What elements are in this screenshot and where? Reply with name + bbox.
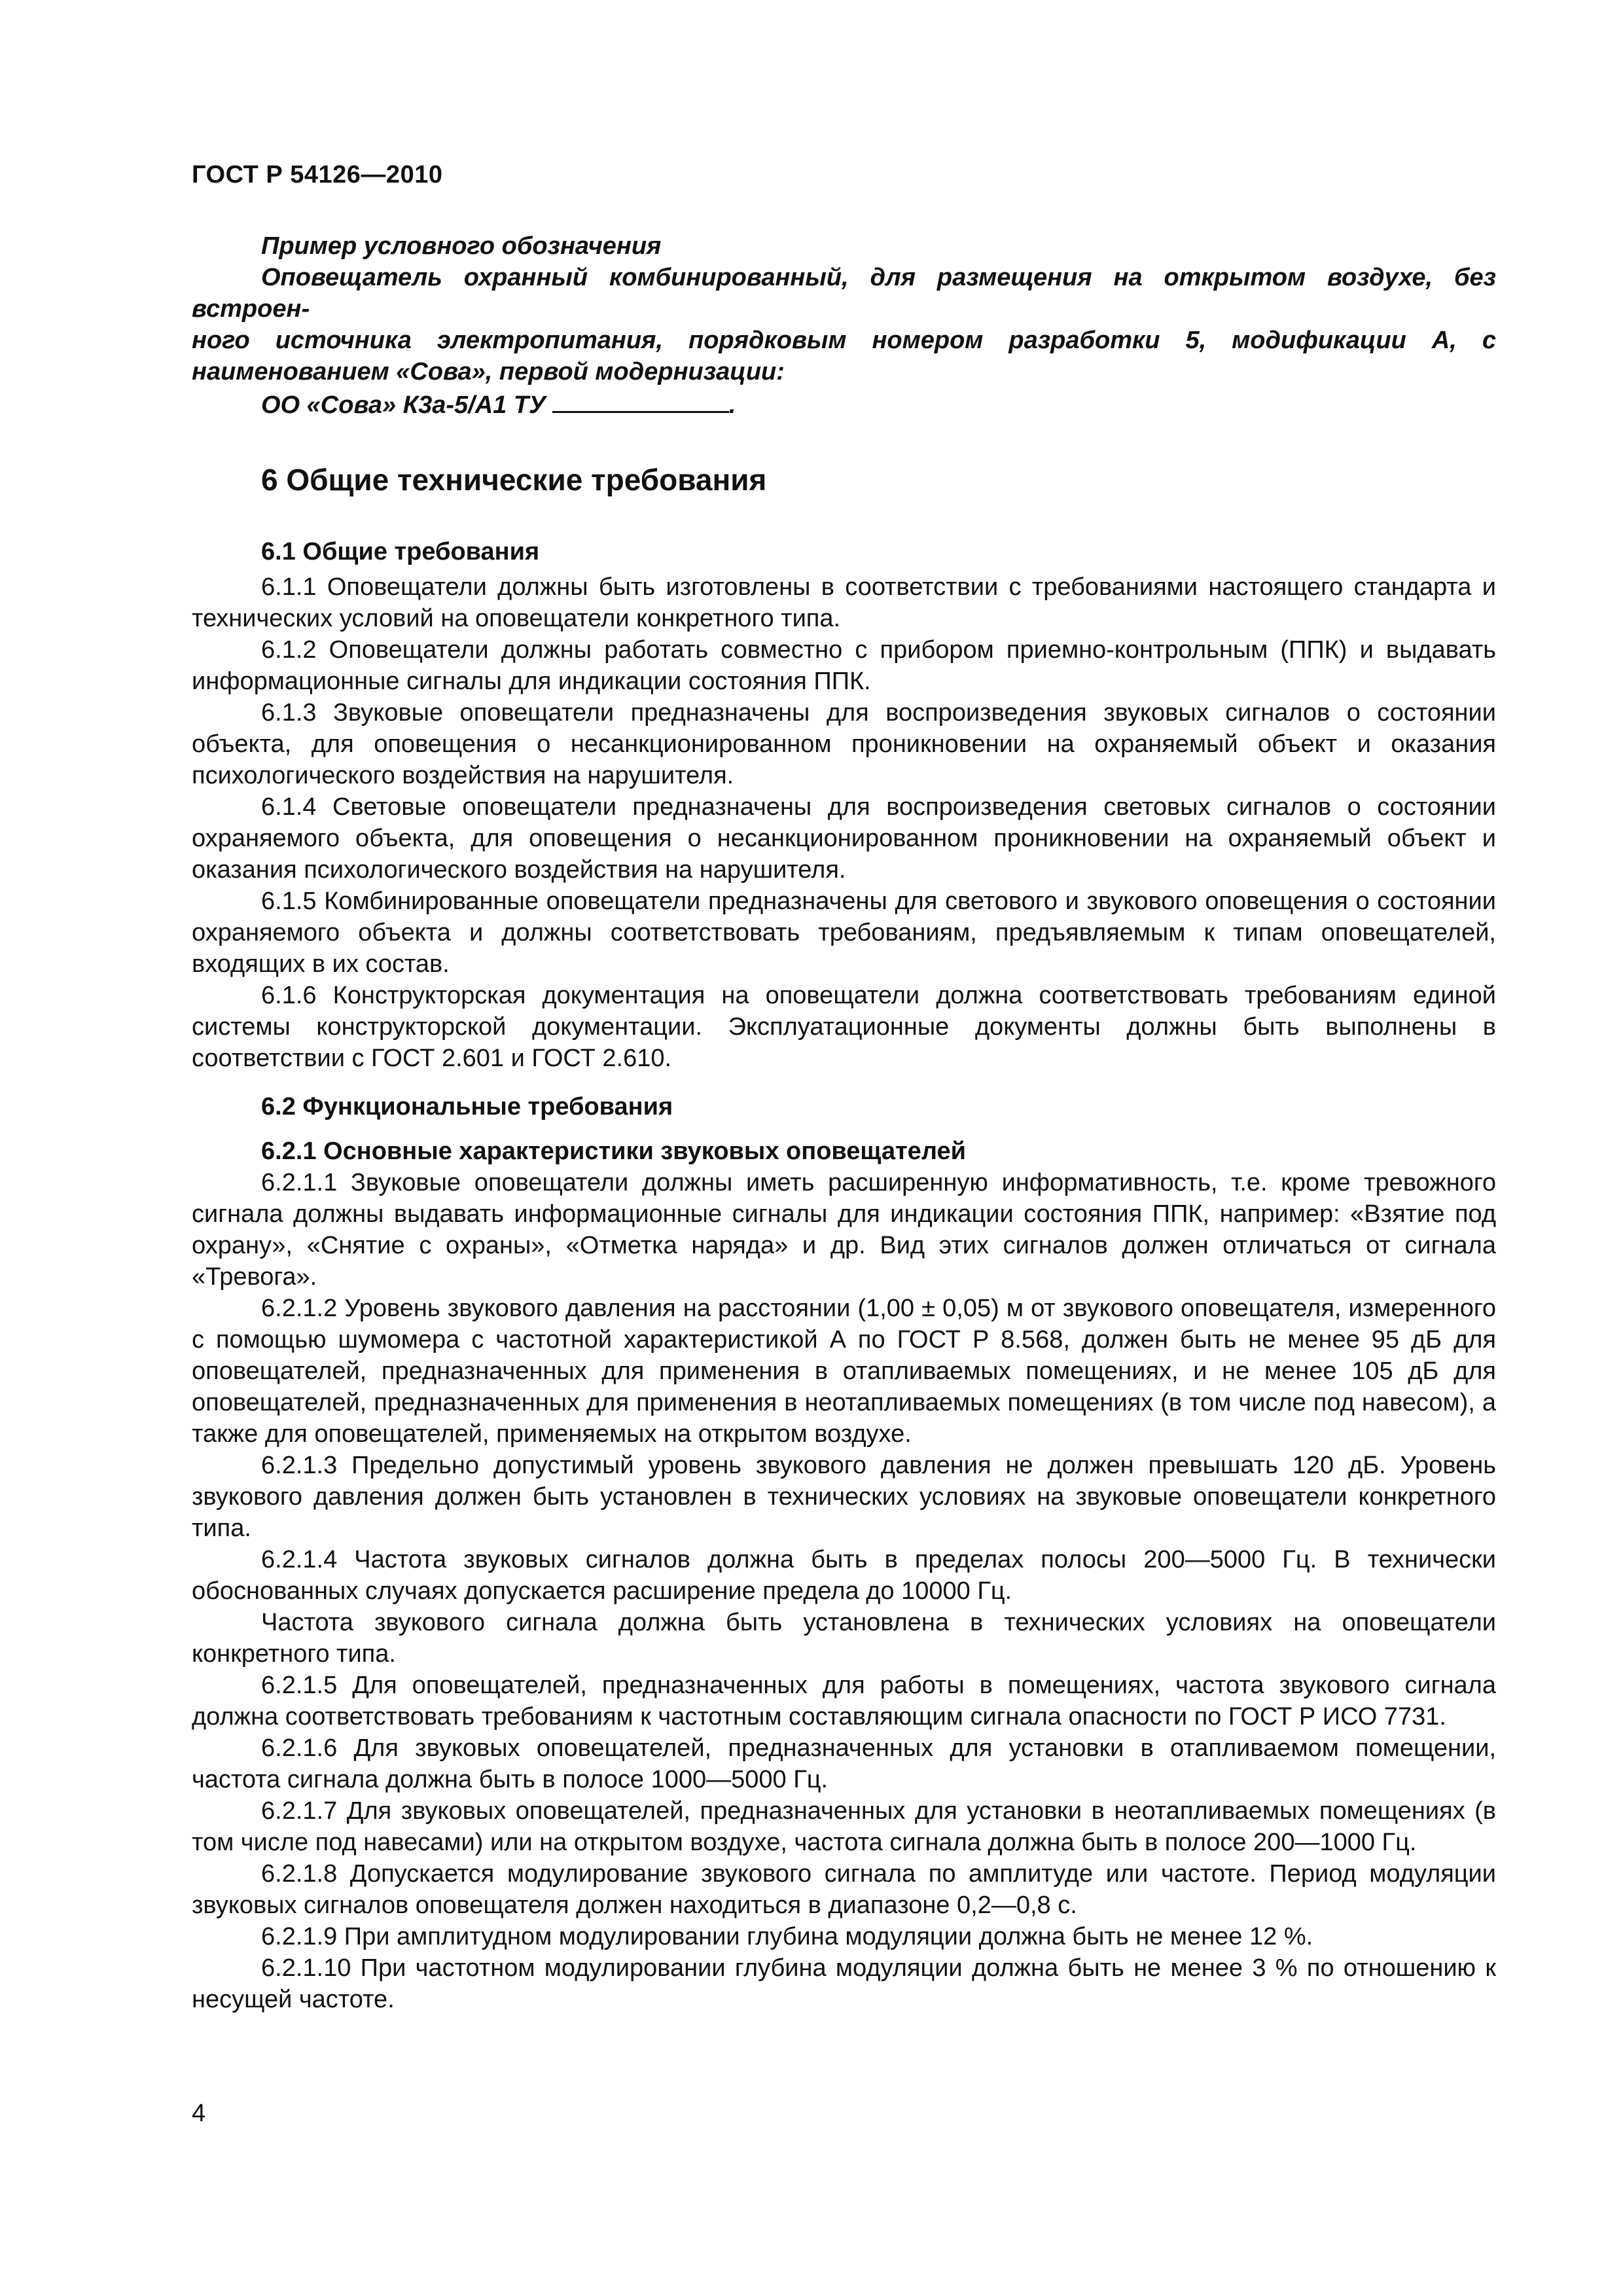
section-6-2-title: 6.2 Функциональные требования bbox=[261, 1093, 673, 1121]
paragraph-6-2-1-1: 6.2.1.1 Звуковые оповещатели должны иметь расширенную информативность, т.е. кроме тревожного сигнала должны выдавать информационные сигналы для индикации состояния ППК, например: «Взятие под охрану», «Снятие с охраны», «Отметка наряда» и др. Вид этих сигналов должен отличаться от сигнала «Тревога». bbox=[192, 1169, 1496, 1291]
paragraph-6-2-1-5: 6.2.1.5 Для оповещателей, предназначенных для работы в помещениях, частота звукового сигнала должна соответствовать требованиям к частотным составляющим сигнала опасности по ГОСТ Р ИСО 7731. bbox=[192, 1672, 1496, 1731]
paragraph-6-1-6: 6.1.6 Конструкторская документация на оповещатели должна соответствовать требованиям единой системы конструкторской документации. Эксплуатационные документы должны быть выполнены в соответствии с ГОСТ 2.601 и ГОСТ 2.610. bbox=[192, 982, 1496, 1072]
paragraph-6-2-1-6: 6.2.1.6 Для звуковых оповещателей, предназначенных для установки в отапливаемом помещении, частота сигнала должна быть в полосе 1000—5000 Гц. bbox=[192, 1734, 1496, 1793]
example-description-first-line: Оповещатель охранный комбинированный, для размещения на открытом воздухе, без встроен- bbox=[192, 264, 1496, 323]
example-designation bbox=[192, 387, 1496, 421]
paragraph-6-1-3: 6.1.3 Звуковые оповещатели предназначены для воспроизведения звуковых сигналов о состоянии объекта, для оповещения о несанкционированном проникновении на охраняемый объект и оказания психологического воздействия на нарушителя. bbox=[192, 699, 1496, 789]
example-designation-text: ОО «Сова» К3а-5/А1 ТУ bbox=[261, 391, 546, 419]
paragraph-6-1-1: 6.1.1 Оповещатели должны быть изготовлены в соответствии с требованиями настоящего стандарта и технических условий на оповещатели конкретного типа. bbox=[192, 573, 1496, 632]
example-caption: Пример условного обозначения bbox=[261, 232, 662, 260]
paragraph-6-2-1-10: 6.2.1.10 При частотном модулировании глубина модуляции должна быть не менее 3 % по отношению к несущей частоте. bbox=[192, 1954, 1496, 2013]
example-designation-end: . bbox=[728, 391, 736, 419]
section-6-title: 6 Общие технические требования bbox=[261, 463, 767, 497]
blank-line bbox=[552, 387, 729, 413]
paragraph-6-2-1-4-continued: Частота звукового сигнала должна быть установлена в технических условиях на оповещатели конкретного типа. bbox=[192, 1609, 1496, 1668]
section-6-1-title: 6.1 Общие требования bbox=[261, 538, 540, 565]
paragraph-6-2-1-9: 6.2.1.9 При амплитудном модулировании глубина модуляции должна быть не менее 12 %. bbox=[261, 1923, 1313, 1950]
designation-example bbox=[192, 230, 1496, 421]
example-description: ного источника электропитания, порядковым номером разработки 5, модификации А, с наименованием «Сова», первой модернизации: bbox=[192, 327, 1496, 386]
paragraph-6-2-1-3: 6.2.1.3 Предельно допустимый уровень звукового давления не должен превышать 120 дБ. Уровень звукового давления должен быть установлен в технических условиях на звуковые оповещатели конкретного типа. bbox=[192, 1452, 1496, 1542]
paragraph-6-2-1-7: 6.2.1.7 Для звуковых оповещателей, предназначенных для установки в неотапливаемых помещениях (в том числе под навесами) или на открытом воздухе, частота сигнала должна быть в полосе 200—1000 Гц. bbox=[192, 1797, 1496, 1856]
paragraph-6-2-1-8: 6.2.1.8 Допускается модулирование звукового сигнала по амплитуде или частоте. Период модуляции звуковых сигналов оповещателя должен находиться в диапазоне 0,2—0,8 с. bbox=[192, 1860, 1496, 1919]
page-content bbox=[192, 230, 1496, 2015]
section-6-2-1-title: 6.2.1 Основные характеристики звуковых оповещателей bbox=[261, 1138, 966, 1165]
paragraph-6-1-4: 6.1.4 Световые оповещатели предназначены для воспроизведения световых сигналов о состоянии охраняемого объекта, для оповещения о несанкционированном проникновении на охраняемый объект и оказания психологического воздействия на нарушителя. bbox=[192, 793, 1496, 884]
paragraph-6-2-1-4: 6.2.1.4 Частота звуковых сигналов должна быть в пределах полосы 200—5000 Гц. В технически обоснованных случаях допускается расширение предела до 10000 Гц. bbox=[192, 1546, 1496, 1605]
document-code-header: ГОСТ Р 54126—2010 bbox=[192, 161, 443, 188]
paragraph-6-2-1-2: 6.2.1.2 Уровень звукового давления на расстоянии (1,00 ± 0,05) м от звукового оповещателя, измеренного с помощью шумомера с частотной характеристикой А по ГОСТ Р 8.568, должен быть не менее 95 дБ для оповещателей, предназначенных для применения в отапливаемых помещениях, и не менее 105 дБ для оповещателей, предназначенных для применения в неотапливаемых помещениях (в том числе под навесом), а также для оповещателей, применяемых на открытом воздухе. bbox=[192, 1295, 1496, 1448]
paragraph-6-1-5: 6.1.5 Комбинированные оповещатели предназначены для светового и звукового оповещения о состоянии охраняемого объекта и должны соответствовать требованиям, предъявляемым к типам оповещателей, входящих в их состав. bbox=[192, 888, 1496, 978]
paragraph-6-1-2: 6.1.2 Оповещатели должны работать совместно с прибором приемно-контрольным (ППК) и выдавать информационные сигналы для индикации состояния ППК. bbox=[192, 636, 1496, 695]
page-number: 4 bbox=[192, 2100, 206, 2127]
